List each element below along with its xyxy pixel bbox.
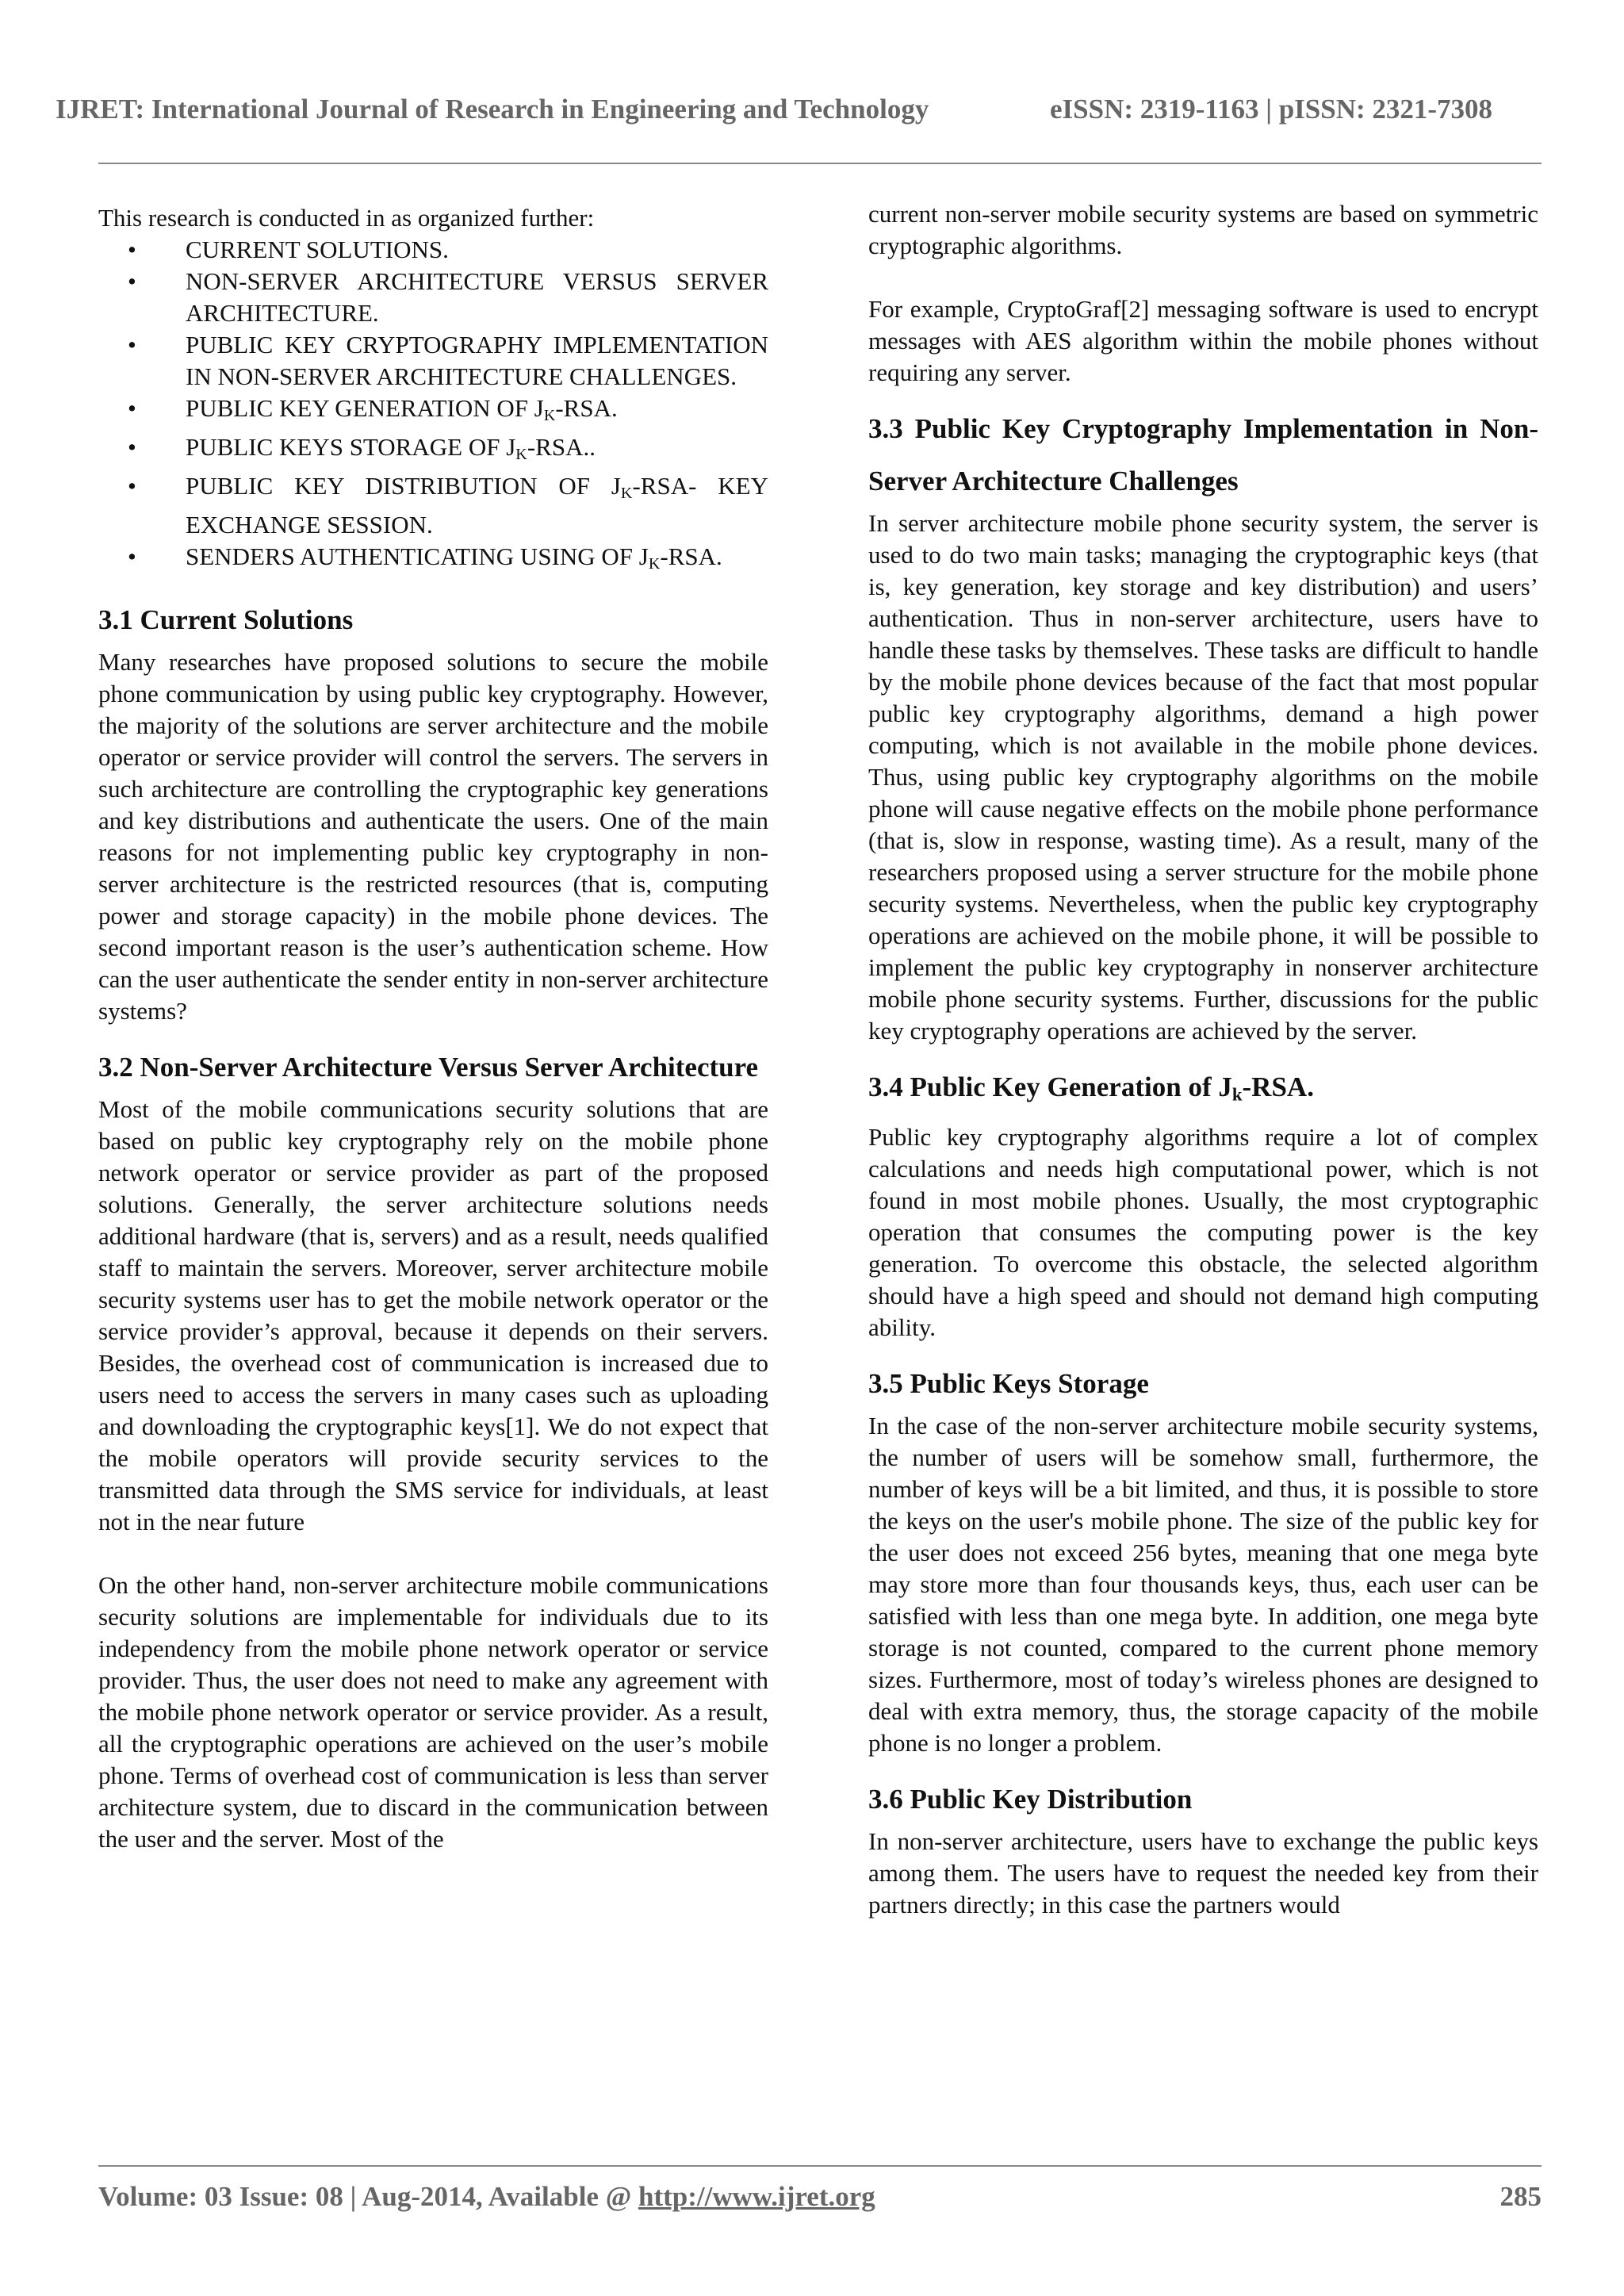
- section-3-3-heading: 3.3 Public Key Cryptography Implementation in Non-Server Architecture Challenges: [868, 413, 1538, 496]
- intro-text: This research is conducted in as organized further:: [98, 204, 595, 232]
- list-item: • SENDERS AUTHENTICATING USING OF $J_K$-RSA.: [98, 541, 768, 580]
- continued-text-1: current non-server mobile security systems are based on symmetric cryptographic algorithms.: [868, 200, 1538, 259]
- section-3-6-heading: 3.6 Public Key Distribution: [868, 1783, 1193, 1815]
- journal-title: IJRET: International Journal of Research in Engineering and Technology: [56, 94, 929, 125]
- list-item: • PUBLIC KEY GENERATION OF $J_K$-RSA.: [98, 393, 768, 431]
- section-3-5-body: In the case of the non-server architecture mobile security systems, the number of users will be somehow small, furthermore, the number of keys will be a bit limited, and thus, it is possible to store the keys on the user's mobile phone. The size of the public key for the user does not exceed 256 bytes, meaning that one mega byte may store more than four thousands keys, thus, each user can be satisfied with less than one mega byte. In addition, one mega byte storage is not counted, compared to the current phone memory sizes. Furthermore, most of today’s wireless phones are designed to deal with extra memory, thus, the storage capacity of the mobile phone is no longer a problem.: [868, 1411, 1538, 1757]
- section-3-6-body: In non-server architecture, users have to exchange the public keys among them. The users have to request the needed key from their partners directly; in this case the partners would: [868, 1826, 1538, 1918]
- section-3-4-body: Public key cryptography algorithms require a lot of complex calculations and needs high computational power, which is not found in most mobile phones. Usually, the most cryptographic operation that consumes the computing power is the key generation. To overcome this obstacle, the selected algorithm should have a high speed and should not demand high computing ability.: [868, 1122, 1538, 1341]
- header-rule: [98, 163, 1542, 164]
- running-header: [56, 94, 1546, 125]
- section-3-1-body: Many researches have proposed solutions to secure the mobile phone communication by using public key cryptography. However, the majority of the solutions are server architecture and the mobile operator or service provider will control the servers. The servers in such architecture are controlling the cryptographic key generations and key distributions and authenticate the users. One of the main reasons for not implementing public key cryptography in non-server architecture is the restricted resources (that is, computing power and storage capacity) in the mobile phone devices. The second important reason is the user’s authentication scheme. How can the user authenticate the sender entity in non-server architecture systems?: [98, 648, 768, 1025]
- running-footer: [98, 2181, 1542, 2213]
- section-3-3-body: In server architecture mobile phone security system, the server is used to do two main tasks; managing the cryptographic keys (that is, key generation, key storage and key distribution) and users’ authentication. Thus in non-server architecture, users have to handle these tasks by themselves. These tasks are difficult to handle by the mobile phone devices because of the fact that most popular public key cryptography algorithms, demand a high power computing, which is not available in the mobile phone devices. Thus, using public key cryptography algorithms on the mobile phone will cause negative effects on the mobile phone performance (that is, slow in response, wasting time). As a result, many of the researchers proposed using a server structure for the mobile phone security systems. Nevertheless, when the public key cryptography operations are achieved on the mobile phone, it will be possible to implement the public key cryptography in nonserver architecture mobile phone security systems. Further, discussions for the public key cryptography operations are achieved by the server.: [868, 509, 1538, 1045]
- page-number: 285: [1500, 2181, 1542, 2212]
- list-item: • PUBLIC KEY DISTRIBUTION OF $J_K-RSA-$ KEY EXCHANGE SESSION.: [98, 470, 768, 541]
- section-3-1-heading: 3.1 Current Solutions: [98, 604, 354, 636]
- issn-info: eISSN: 2319-1163 | pISSN: 2321-7308: [1050, 94, 1493, 125]
- section-3-2-body-1: Most of the mobile communications security solutions that are based on public key cryptography rely on the mobile phone network operator or service provider as part of the proposed solutions. Generally, the server architecture solutions needs additional hardware (that is, servers) and as a result, needs qualified staff to maintain the servers. Moreover, server architecture mobile security systems user has to get the mobile network operator or the service provider’s approval, because it depends on their servers. Besides, the overhead cost of communication is increased due to users need to access the servers in many cases such as uploading and downloading the cryptographic keys[1]. We do not expect that the mobile operators will provide security services to the transmitted data through the SMS service for individuals, at least not in the near future: [98, 1095, 768, 1536]
- list-item: • PUBLIC KEYS STORAGE OF $J_K$-RSA..: [98, 431, 768, 470]
- list-item: • NON-SERVER ARCHITECTURE VERSUS SERVER ARCHITECTURE.: [98, 266, 768, 329]
- section-3-5-heading: 3.5 Public Keys Storage: [868, 1367, 1149, 1399]
- list-item: • CURRENT SOLUTIONS.: [98, 234, 768, 266]
- section-3-2-body-2: On the other hand, non-server architecture mobile communications security solutions are implementable for individuals due to its independency from the mobile phone network operator or service provider. Thus, the user does not need to make any agreement with the mobile phone network operator or service provider. As a result, all the cryptographic operations are achieved on the user’s mobile phone. Terms of overhead cost of communication is less than server architecture system, due to discard in the communication between the user and the server. Most of the: [98, 1571, 768, 1853]
- right-column: [868, 198, 1538, 1921]
- volume-info: Volume: 03 Issue: 08 | Aug-2014, Available @: [98, 2181, 639, 2212]
- left-column: [98, 202, 768, 1855]
- footer-rule: [98, 2165, 1542, 2167]
- outline-list: [98, 234, 768, 580]
- section-3-4-heading: 3.4 Public Key Generation of $J_k$-RSA.: [868, 1071, 1314, 1105]
- journal-link[interactable]: http://www.ijret.org: [638, 2181, 875, 2212]
- list-item: • PUBLIC KEY CRYPTOGRAPHY IMPLEMENTATION IN NON-SERVER ARCHITECTURE CHALLENGES.: [98, 329, 768, 393]
- section-3-2-heading: 3.2 Non-Server Architecture Versus Server Architecture: [98, 1052, 759, 1083]
- continued-text-2: For example, CryptoGraf[2] messaging software is used to encrypt messages with AES algorithm within the mobile phones without requiring any server.: [868, 295, 1538, 386]
